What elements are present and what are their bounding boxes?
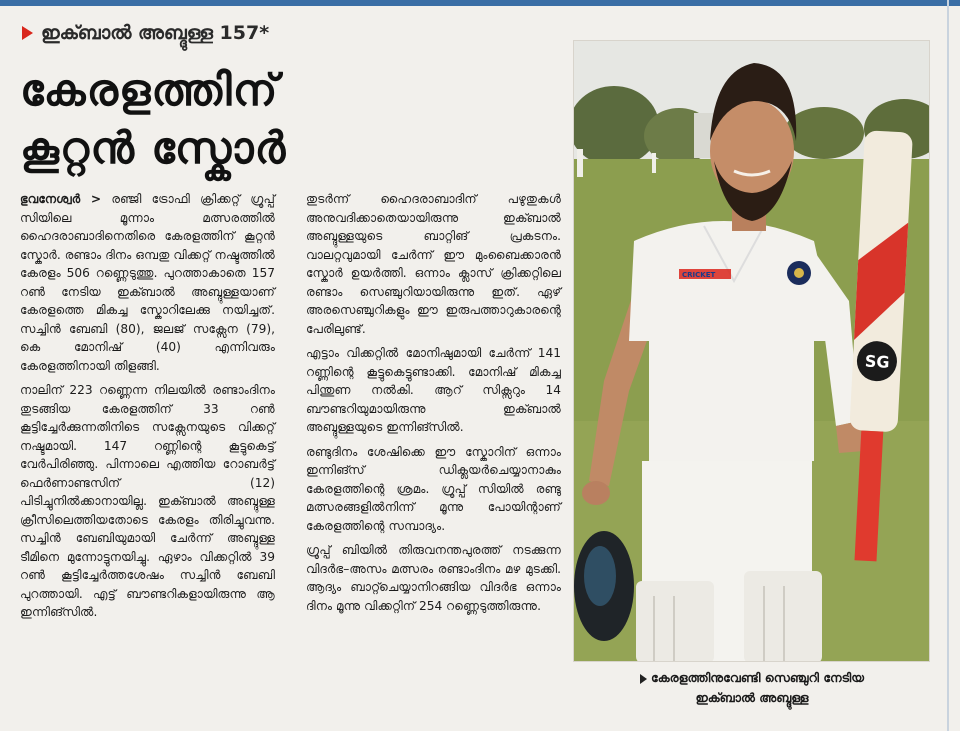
article-paragraph: തുടർന്ന് ഹൈദരാബാദിന് പഴുതുകൾ അനുവദിക്കാതെയായിരുന്നു ഇക്ബാൽ അബ്ദുള്ളയുടെ ബാറ്റിങ് പ്രകടനം. വാലറ്റവുമായി ചേർന്ന് ഈ മുംബൈക്കാരൻ സ്കോർ ഉയർത്തി. ഒന്നാം ക്ലാസ് ക്രിക്കറ്റിലെ രണ്ടാം സെഞ്ചുറിയായിരുന്നു ഇത്. ഏഴ് അരസെഞ്ചുറികളും ഈ ഇരുപത്താറുകാരന്റെ പേരിലുണ്ട്. bbox=[306, 192, 561, 336]
article-paragraph: എട്ടാം വിക്കറ്റിൽ മോനിഷുമായി ചേർന്ന് 141 റണ്ണിന്റെ കൂട്ടുകെട്ടുണ്ടാക്കി. മോനിഷ് മികച്ച പിന്തുണ നൽകി. ആറ് സിക്സറും 14 ബൗണ്ടറിയുമായിരുന്നു ഇക്ബാൽ അബ്ദുള്ളയുടെ ഇന്നിങ്സിൽ. bbox=[306, 346, 561, 434]
article-paragraph: രണ്ടുദിനം ശേഷിക്കെ ഈ സ്കോറിന് ഒന്നാം ഇന്നിങ്സ് ഡിക്ലയർചെയ്യാനാകും കേരളത്തിന്റെ ശ്രമം. ഗ്രൂപ്പ് സിയിൽ രണ്ടു മത്സരങ്ങളിൽനിന്ന് മൂന്നു പോയിന്റാണ് കേരളത്തിന്റെ സമ്പാദ്യം. bbox=[306, 444, 561, 533]
headline-line-1: കേരളത്തിന് bbox=[20, 65, 279, 116]
article-paragraph bbox=[20, 190, 275, 375]
caption-line-1: കേരളത്തിനുവേണ്ടി സെഞ്ചുറി നേടിയ bbox=[651, 670, 864, 685]
article-text: രഞ്ജി ട്രോഫി ക്രിക്കറ്റ് ഗ്രൂപ്പ് സിയിലെ മൂന്നാം മത്സരത്തിൽ ഹൈദരാബാദിനെതിരെ കേരളത്തിന് കൂറ്റൻ സ്കോർ. രണ്ടാം ദിനം ഒമ്പതു വിക്കറ്റ് നഷ്ടത്തിൽ കേരളം 506 റണ്ണെടുത്തു. പുറത്താകാതെ 157 റൺ നേടിയ ഇക്ബാൽ അബ്ദുള്ളയാണ് കേരളത്തെ മികച്ച സ്കോറിലേക്കു നയിച്ചത്. സച്ചിൻ ബേബി (80), ജലജ് സക്സേന (79), കെ മോനിഷ് (40) എന്നിവരും കേരളത്തിനായി തിളങ്ങി. bbox=[20, 192, 276, 373]
article-paragraph: ഗ്രൂപ്പ് ബിയിൽ തിരുവനന്തപുരത്ത് നടക്കുന്ന വിദർഭ–അസം മത്സരം രണ്ടാംദിനം മഴ മുടക്കി. ആദ്യം ബാറ്റ്ചെയ്യാനിറങ്ങിയ വിദർഭ ഒന്നാം ദിനം മൂന്നു വിക്കറ്റിന് 254 റണ്ണെടുത്തിരുന്നു. bbox=[306, 543, 561, 613]
article-column-2 bbox=[306, 190, 561, 720]
kicker-text: ഇക്ബാൽ അബ്ദുള്ള 157* bbox=[41, 22, 270, 44]
caption-triangle-icon bbox=[640, 674, 647, 684]
bat-brand: SG bbox=[864, 351, 891, 372]
photo-caption bbox=[574, 668, 930, 708]
headline-line-2: കൂറ്റൻ സ്കോർ bbox=[20, 123, 287, 174]
shirt-logo: CRICKET bbox=[682, 271, 716, 279]
kicker-triangle-icon bbox=[22, 26, 33, 40]
top-color-rule bbox=[0, 0, 960, 6]
article-paragraph: നാലിന് 223 റണ്ണെന്ന നിലയിൽ രണ്ടാംദിനം തുടങ്ങിയ കേരളത്തിന് 33 റൺ കൂട്ടിച്ചേർക്കുന്നതിനിടെ സക്സേനയുടെ വിക്കറ്റ് നഷ്ടമായി. 147 റണ്ണിന്റെ കൂട്ടുകെട്ട് വേർപിരിഞ്ഞു. പിന്നാലെ എത്തിയ റോബർട്ട് ഫെർണാണ്ടസിന് (12) പിടിച്ചുനിൽക്കാനായില്ല. ഇക്ബാൽ അബ്ദുള്ള ക്രീസിലെത്തിയതോടെ കേരളം തിരിച്ചുവന്നു. സച്ചിൻ ബേബിയുമായി ചേർന്ന് അബ്ദുള്ള ടീമിനെ മുന്നോട്ടുനയിച്ചു. ഏഴാം വിക്കറ്റിൽ 39 റൺ കൂട്ടിച്ചേർത്തശേഷം സച്ചിൻ ബേബി പുറത്തായി. എട്ട് ബൗണ്ടറികളായിരുന്നു ആ ഇന്നിങ്സിൽ. bbox=[20, 383, 275, 619]
article-column-1 bbox=[20, 190, 275, 720]
player-photo bbox=[573, 40, 930, 662]
caption-line-2: ഇക്ബാൽ അബ്ദുള്ള bbox=[695, 690, 809, 705]
headline bbox=[20, 62, 560, 178]
kicker bbox=[22, 22, 269, 44]
page-edge-rule bbox=[947, 0, 949, 731]
dateline: ഭുവനേശ്വർ > bbox=[20, 192, 102, 206]
